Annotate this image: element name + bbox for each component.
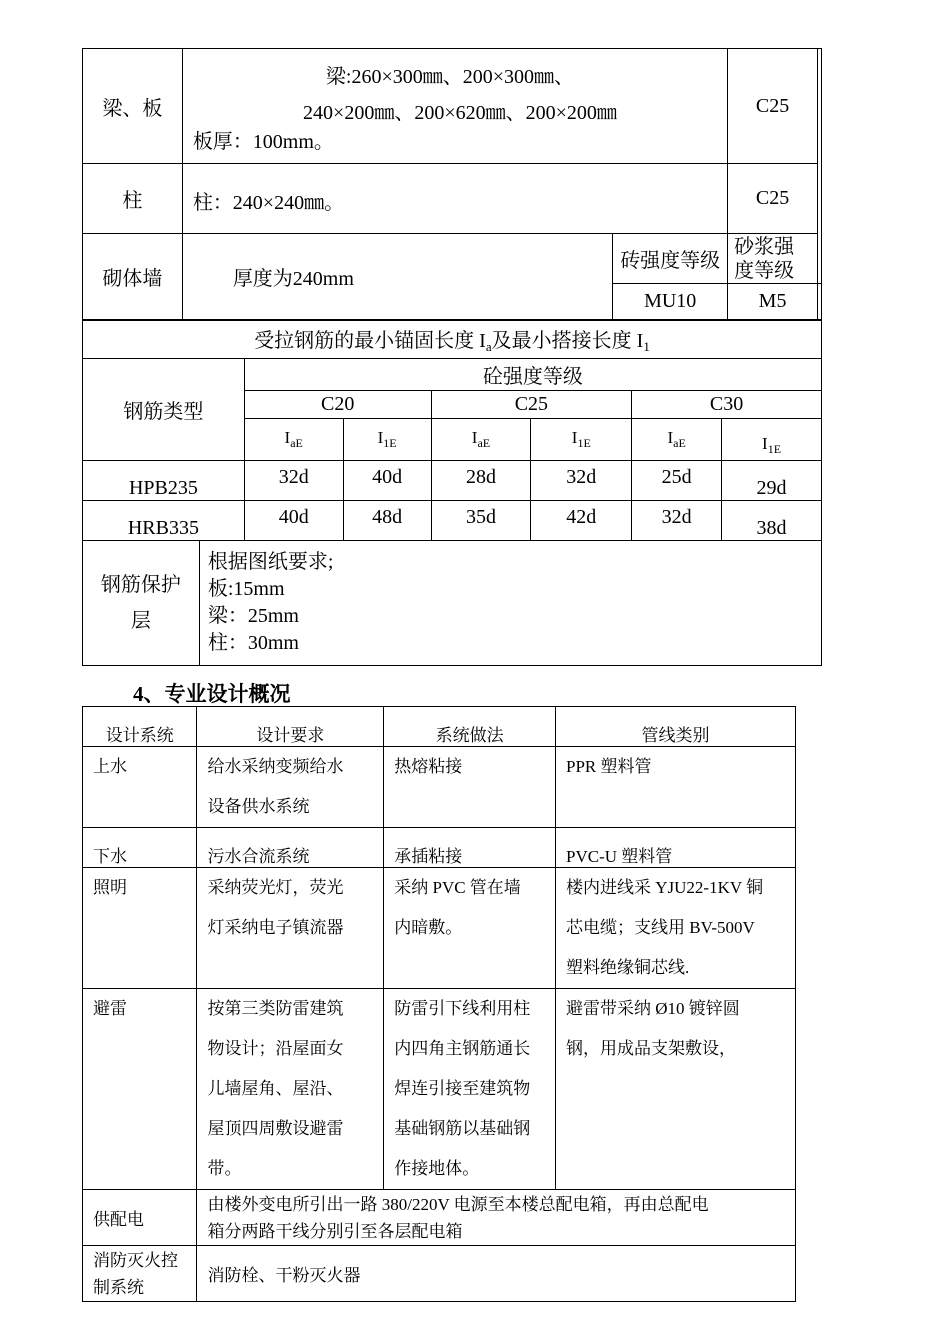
mortar-grade-header: 砂浆强 度等级 [728,234,818,284]
row-label-masonry: 砌体墙 [83,234,183,320]
materials-table [82,48,822,320]
table-cell: 32d [632,501,722,541]
cover-label: 钢筋保护 层 [83,541,200,666]
rebar-type: HPB235 [83,461,245,501]
col-i1e: $I_{1E}$ [531,419,632,461]
table-row [83,868,796,989]
table-cell: 32d [244,461,343,501]
pipe-type: PPR 塑料管 [556,747,796,828]
method: 防雷引下线利用柱 内四角主钢筋通长 焊连引接至建筑物 基础钢筋以基础钢 作接地体。 [384,989,556,1190]
col-i1e: $I_{1E}$ [722,419,822,461]
power-description: 由楼外变电所引出一路 380/220V 电源至本楼总配电箱，再由总配电 箱分两路干线分别引至各层配电箱 [197,1190,796,1246]
table-row [83,747,796,828]
row-label-column: 柱 [83,164,183,234]
masonry-thickness: 厚度为240mm [182,234,612,320]
grade-c25: C25 [431,391,632,419]
col-iae: $I_{aE}$ [244,419,343,461]
design-table [82,706,796,1302]
header-system: 设计系统 [83,707,197,747]
system-name: 供配电 [83,1190,197,1246]
pipe-type: PVC-U 塑料管 [556,828,796,868]
table-cell: 28d [431,461,531,501]
method: 承插粘接 [384,828,556,868]
brick-grade-value: MU10 [613,284,728,320]
table-cell: 35d [431,501,531,541]
table-cell: 48d [343,501,431,541]
method: 热熔粘接 [384,747,556,828]
grade-c30: C30 [632,391,822,419]
table-row [83,1190,796,1246]
table-cell: 32d [531,461,632,501]
mortar-grade-value: M5 [728,284,818,320]
system-name: 照明 [83,868,197,989]
col-iae: $I_{aE}$ [431,419,531,461]
requirement: 给水采纳变频给水 设备供水系统 [197,747,384,828]
fire-description: 消防栓、干粉灭火器 [197,1246,796,1302]
column-spec: 柱：240×240㎜。 [182,164,727,234]
table-cell: 38d [722,501,822,541]
table-row [83,461,822,501]
table-row [83,501,822,541]
table-row [83,989,796,1190]
requirement: 采纳荧光灯，荧光 灯采纳电子镇流器 [197,868,384,989]
table-cell: 25d [632,461,722,501]
rebar-type-header: 钢筋类型 [83,359,245,461]
system-name: 上水 [83,747,197,828]
system-name: 避雷 [83,989,197,1190]
header-requirement: 设计要求 [197,707,384,747]
concrete-grade-header: 砼强度等级 [244,359,821,391]
requirement: 污水合流系统 [197,828,384,868]
header-method: 系统做法 [384,707,556,747]
section-title: 4、专业设计概况 [133,682,291,706]
table-cell: 40d [244,501,343,541]
blank-cell [817,49,821,284]
table-cell: 29d [722,461,822,501]
method: 采纳 PVC 管在墙 内暗敷。 [384,868,556,989]
system-name: 消防灭火控 制系统 [83,1246,197,1302]
col-iae: $I_{aE}$ [632,419,722,461]
table-cell: 40d [343,461,431,501]
header-pipe: 管线类别 [556,707,796,747]
pipe-type: 楼内进线采 YJU22-1KV 铜 芯电缆；支线用 BV-500V 塑料绝缘铜芯线. [556,868,796,989]
column-grade: C25 [728,164,818,234]
table-row [83,1246,796,1302]
cover-spec: 根据图纸要求; 板:15mm 梁：25mm 柱：30mm [199,541,821,666]
grade-c20: C20 [244,391,431,419]
blank-cell [817,284,821,320]
anchorage-title: 受拉钢筋的最小锚固长度 $I_a$及最小搭接长度 $I_1$ [83,321,822,359]
row-label-beam-slab: 梁、板 [83,49,183,164]
pipe-type: 避雷带采纳 Ø10 镀锌圆 钢，用成品支架敷设， [556,989,796,1190]
rebar-type: HRB335 [83,501,245,541]
col-i1e: $I_{1E}$ [343,419,431,461]
table-row [83,828,796,868]
system-name: 下水 [83,828,197,868]
beam-slab-spec: 梁:260×300㎜、200×300㎜、 240×200㎜、200×620㎜、200×200㎜ 板厚：100mm。 [182,49,727,164]
brick-grade-header: 砖强度等级 [613,234,728,284]
requirement: 按第三类防雷建筑 物设计；沿屋面女 儿墙屋角、屋沿、 屋顶四周敷设避雷 带。 [197,989,384,1190]
anchorage-table [82,320,822,666]
beam-slab-grade: C25 [728,49,818,164]
table-cell: 42d [531,501,632,541]
